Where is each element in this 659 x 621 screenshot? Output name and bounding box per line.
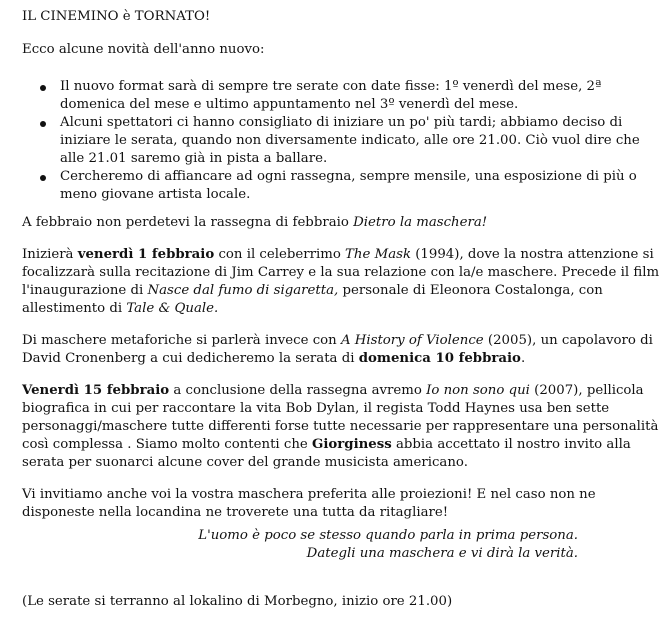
footer-note: (Le serate si terranno al lokalino di Morbegno, inizio ore 21.00) bbox=[22, 594, 453, 609]
paragraph-line: biografica in cui per raccontare la vita Bob Dylan, il regista Todd Haynes usa ben sette bbox=[22, 401, 610, 416]
paragraph-line: Vi invitiamo anche voi la vostra maschera preferita alle proiezioni! E nel caso non ne bbox=[22, 487, 596, 502]
text-span: allestimento di bbox=[22, 301, 127, 316]
text-span: così complessa . Siamo molto contenti che bbox=[22, 437, 312, 452]
date-highlight: domenica 10 febbraio bbox=[358, 351, 521, 366]
bullet-line: iniziare le serata, quando non diversamente indicato, alle ore 21.00. Ciò vuol dire che bbox=[60, 133, 640, 148]
february-announcement bbox=[22, 214, 487, 232]
paragraph-line: focalizzarà sulla recitazione di Jim Carrey e la sua relazione con la/e maschere. Precede il film bbox=[22, 265, 659, 280]
staging-name: Tale & Quale. bbox=[126, 301, 219, 316]
text-span: con il celeberrimo bbox=[214, 247, 346, 262]
text-span: abbia accettato il nostro invito alla bbox=[391, 437, 631, 452]
text-span: Inizierà bbox=[22, 247, 78, 262]
series-title: Dietro la maschera! bbox=[353, 215, 488, 230]
bullet-icon bbox=[40, 121, 46, 127]
quote-line: Dategli una maschera e vi dirà la verità. bbox=[306, 546, 578, 561]
february-text: A febbraio non perdetevi la rassegna di febbraio bbox=[22, 215, 354, 230]
bullet-line: meno giovane artista locale. bbox=[60, 187, 251, 202]
bullet-line: domenica del mese e ultimo appuntamento nel 3º venerdì del mese. bbox=[60, 97, 519, 112]
date-highlight: venerdì 1 febbraio bbox=[77, 247, 215, 262]
bullet-icon bbox=[40, 175, 46, 181]
document-title: IL CINEMINO è TORNATO! bbox=[22, 9, 211, 24]
text-span: a conclusione della rassegna avremo bbox=[169, 383, 427, 398]
exhibition-title: Nasce dal fumo di sigaretta, bbox=[147, 283, 339, 298]
text-span: . bbox=[520, 351, 526, 366]
date-highlight: Venerdì 15 febbraio bbox=[22, 383, 170, 398]
text-span: personale di Eleonora Costalonga, con bbox=[338, 283, 603, 298]
band-name: Giorginess bbox=[312, 437, 392, 452]
bullet-line: Il nuovo format sarà di sempre tre serate con date fisse: 1º venerdì del mese, 2ª bbox=[60, 79, 602, 94]
bullet-line: alle 21.01 saremo già in pista a ballare. bbox=[60, 151, 328, 166]
bullet-line: Alcuni spettatori ci hanno consigliato di iniziare un po' più tardi; abbiamo deciso di bbox=[60, 115, 623, 130]
text-span: David Cronenberg a cui dedicheremo la serata di bbox=[22, 351, 359, 366]
intro-text: Ecco alcune novità dell'anno nuovo: bbox=[22, 42, 265, 57]
bullet-icon bbox=[40, 85, 46, 91]
film-title: The Mask bbox=[345, 247, 411, 262]
text-span: Di maschere metaforiche si parlerà invece con bbox=[22, 333, 341, 348]
film-title: Io non sono qui bbox=[426, 383, 530, 398]
text-span: (2005), un capolavoro di bbox=[483, 333, 653, 348]
text-span: (2007), pellicola bbox=[529, 383, 644, 398]
paragraph-line: personaggi/maschere tutte differenti forse tutte necessarie per rappresentare una personalità bbox=[22, 419, 659, 434]
bullet-line: Cercheremo di affiancare ad ogni rassegna, sempre mensile, una esposizione di più o bbox=[60, 169, 637, 184]
film-title: A History of Violence bbox=[340, 333, 484, 348]
paragraph-line: disponeste nella locandina ne troverete una tutta da ritagliare! bbox=[22, 505, 449, 520]
quote-line: L'uomo è poco se stesso quando parla in prima persona. bbox=[198, 528, 578, 543]
text-span: l'inaugurazione di bbox=[22, 283, 148, 298]
text-span: (1994), dove la nostra attenzione si bbox=[411, 247, 654, 262]
paragraph-line: serata per suonarci alcune cover del grande musicista americano. bbox=[22, 455, 468, 470]
